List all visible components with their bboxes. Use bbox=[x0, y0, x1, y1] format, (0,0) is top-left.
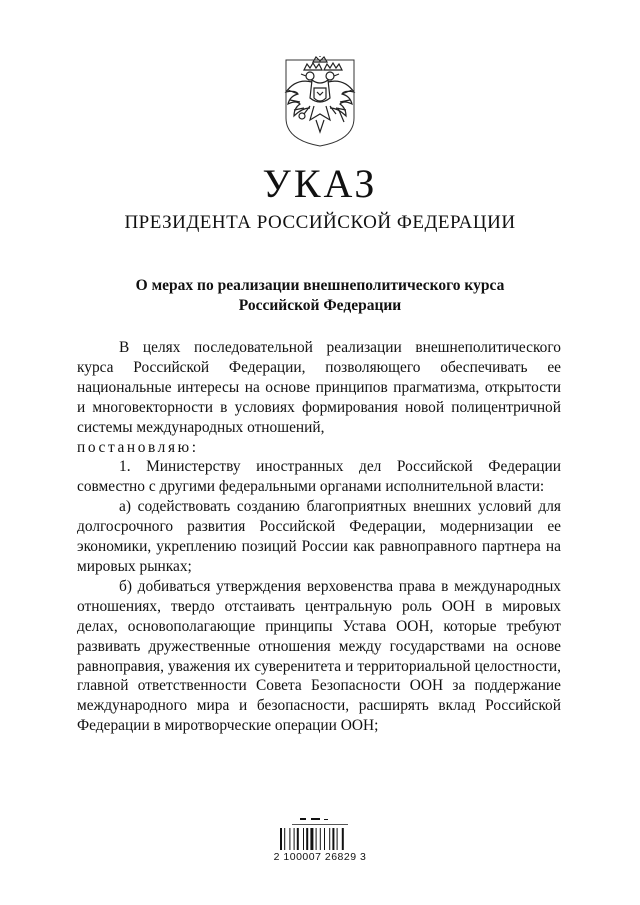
item-1-paragraph: 1. Министерству иностранных дел Российской Федерации совместно с другими федеральными органами исполнительной власти: bbox=[77, 458, 561, 496]
coat-of-arms-icon bbox=[282, 56, 358, 148]
barcode-icon bbox=[278, 818, 362, 872]
decree-subtitle: ПРЕЗИДЕНТА РОССИЙСКОЙ ФЕДЕРАЦИИ bbox=[124, 212, 516, 233]
decree-title: УКАЗ bbox=[262, 161, 378, 206]
decree-heading bbox=[90, 276, 550, 316]
item-a-paragraph: а) содействовать созданию благоприятных внешних условий для долгосрочного развития Российской Федерации, модернизации ее экономики, укреплению позиций России как равноправного партнера на мировых рынках; bbox=[77, 498, 561, 575]
decree-heading-line-2: Российской Федерации bbox=[238, 297, 402, 314]
barcode-number: 2 100007 26829 3 bbox=[273, 851, 367, 863]
decree-word: постановляю: bbox=[77, 438, 199, 456]
decree-heading-line-1: О мерах по реализации внешнеполитического курса bbox=[135, 277, 505, 294]
preamble-paragraph: В целях последовательной реализации внешнеполитического курса Российской Федерации, позволяющего обеспечивать ее национальные интересы на основе принципов прагматизма, открытости и многовекторности в условиях формирования новой полицентричной системы международных отношений, bbox=[77, 339, 561, 436]
decree-body bbox=[77, 338, 561, 736]
item-b-paragraph: б) добиваться утверждения верховенства права в международных отношениях, твердо отстаивать центральную роль ООН в мировых делах, основополагающие принципы Устава ООН, которые требуют развивать дружественные отношения между государствами на основе равноправия, уважения их суверенитета и территориальной целостности, главной ответственности Совета Безопасности ООН за поддержание международного мира и безопасности, расширять вклад Российской Федерации в миротворческие операции ООН; bbox=[77, 577, 561, 735]
